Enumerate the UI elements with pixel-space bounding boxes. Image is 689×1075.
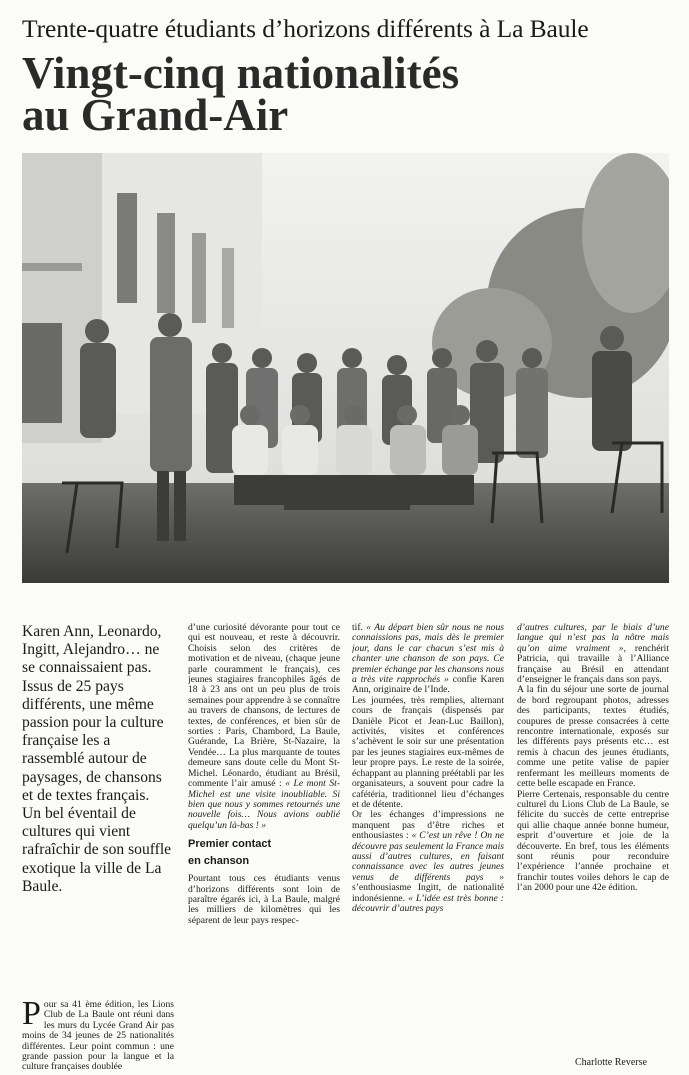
- body-paragraph: d’une curiosité dévorante pour tout ce qui est nouveau, et reste à découvrir. Choisis selon des critères de motivation et de niveau, (chaque jeune parle couramment le français), ces jeunes stagiaires francophiles âgés de 18 à 23 ans ont un peu plus de trois semaines pour apprendre à se connaître au travers de chansons, de lectures de textes, de conférences, et bien sûr de sorties : Paris, Chambord, La Baule, Guérande, La Brière, St-Nazaire, la Vendée… La plus marquante de toutes demeure sans doute celle du Mont St-Michel. Léonardo, étudiant au Brésil, commente l’air amusé : « Le mont St-Michel est une visite inoubliable. Si bien que nous y sommes retournés une nouvelle fois… Nous avions oublié quelqu’un là-bas ! »: [188, 623, 340, 831]
- column-4: [517, 623, 669, 894]
- subhead-line-1: Premier contact: [188, 838, 272, 851]
- headline: [22, 48, 662, 140]
- subhead-line-2: en chanson: [188, 855, 250, 868]
- headline-line-1: Vingt-cinq nationalités: [22, 48, 460, 98]
- column-1-lead: [22, 623, 172, 896]
- column-1-body: [22, 1000, 174, 1073]
- headline-line-2: au Grand-Air: [22, 90, 289, 140]
- body-paragraph: Pierre Certenais, responsable du centre culturel du Lions Club de La Baule, se félicite du succès de cette entreprise qui allie chaque année bonne humeur, esprit d’ouverture et joie de la découverte. En bref, tous les éléments sont réunis pour reconduire l’expérience l’année prochaine et franchir toutes voiles dehors le cap de l’an 2000 pour une 42e édition.: [517, 788, 669, 894]
- body-paragraph: d’autres cultures, par le biais d’une langue qui n’est pas la nôtre mais qu’on aime vraiment », renchérit Patricia, qui travaille à l’Alliance française au Brésil en attendant d’enseigner le français dans son pays.: [517, 623, 669, 686]
- group-photo-icon: [22, 153, 669, 583]
- author-signature: Charlotte Reverse: [575, 1057, 647, 1068]
- quote: d’autres cultures, par le biais d’une langue qui n’est pas la nôtre mais qu’on aime vraiment »: [517, 623, 669, 654]
- body-paragraph: Pourtant tous ces étudiants venus d’horizons différents sont loin de paraître égarés ici, à La Baule, malgré les milliers de kilomètres qui les séparent de leur pays respec-: [188, 873, 340, 926]
- quote: « Le mont St-Michel est une visite inoubliable. Si bien que nous y sommes retournés une nouvelle fois… Nous avions oublié quelqu’un là-bas ! »: [188, 778, 340, 831]
- group-photo: [22, 153, 669, 583]
- lead-paragraph: Karen Ann, Leonardo, Ingitt, Alejandro… ne se connaissaient pas. Issus de 25 pays différents, une même passion pour la culture française les a rassemblé autour de paysages, de chansons et de textes français. Un bel éventail de cultures qui vient rafraîchir de son souffle exotique la ville de La Baule.: [22, 623, 172, 895]
- quote: « L’idée est très bonne : découvrir d’autres pays: [352, 892, 504, 914]
- body-paragraph: Or les échanges d’impressions ne manquent pas d’être riches et enthousiastes : « C’est un rêve ! On ne découvre pas seulement la France mais aussi d’autres cultures, en faisant connaissance avec les autres jeunes venus de différents pays » s’enthousiasme Ingitt, de nationalité indonésienne. « L’idée est très bonne : découvrir d’autres pays: [352, 809, 504, 914]
- kicker: Trente-quatre étudiants d’horizons différents à La Baule: [22, 14, 589, 43]
- column-3: [352, 623, 504, 914]
- drop-cap: P: [22, 1000, 41, 1032]
- body-paragraph: tif. « Au départ bien sûr nous ne nous connaissions pas, mais dès le premier jour, dans le car chacun s’est mis à chanter une chanson de son pays. Ce premier échange par les chansons nous a très vite rapprochés » confie Karen Ann, originaire de l’Inde.: [352, 623, 504, 696]
- body-paragraph: A la fin du séjour une sorte de journal de bord regroupant photos, adresses des participants, textes étudiés, coupures de presse consacrées à cette rencontre internationale, exposés sur les différents pays présents etc… est remis à chacun des jeunes étudiants, comme une petite valise de papier renfermant les meilleurs moments de cette belle escapade en France.: [517, 684, 669, 790]
- body-paragraph-1: Pour sa 41 ème édition, les Lions Club de La Baule ont réuni dans les murs du Lycée Grand Air pas moins de 34 jeunes de 25 nationalités différentes. Leur point commun : une grande passion pour la langue et la culture françaises doublée: [22, 1000, 174, 1073]
- column-2: [188, 623, 340, 926]
- body-paragraph: Les journées, très remplies, alternant cours de français (dispensés par Danièle Picot et Jean-Luc Baillon), activités, visites et conférences s’achèvent le soir sur une présentation par les jeunes stagiaires eux-mêmes de leur propre pays. Le reste de la soirée, échappant au planning préétabli par les organisateurs, a souvent pour cadre la cafétéria, traditionnel lieu d’échanges et de détente.: [352, 694, 504, 810]
- quote: « Au départ bien sûr nous ne nous connaissions pas, mais dès le premier jour, dans le car chacun s’est mis à chanter une chanson de son pays. Ce premier échange par les chansons nous a très vite rapprochés »: [352, 623, 504, 686]
- quote: « C’est un rêve ! On ne découvre pas seulement la France mais aussi d’autres cultures, en faisant connaissance avec les autres jeunes venus de différents pays »: [352, 830, 504, 883]
